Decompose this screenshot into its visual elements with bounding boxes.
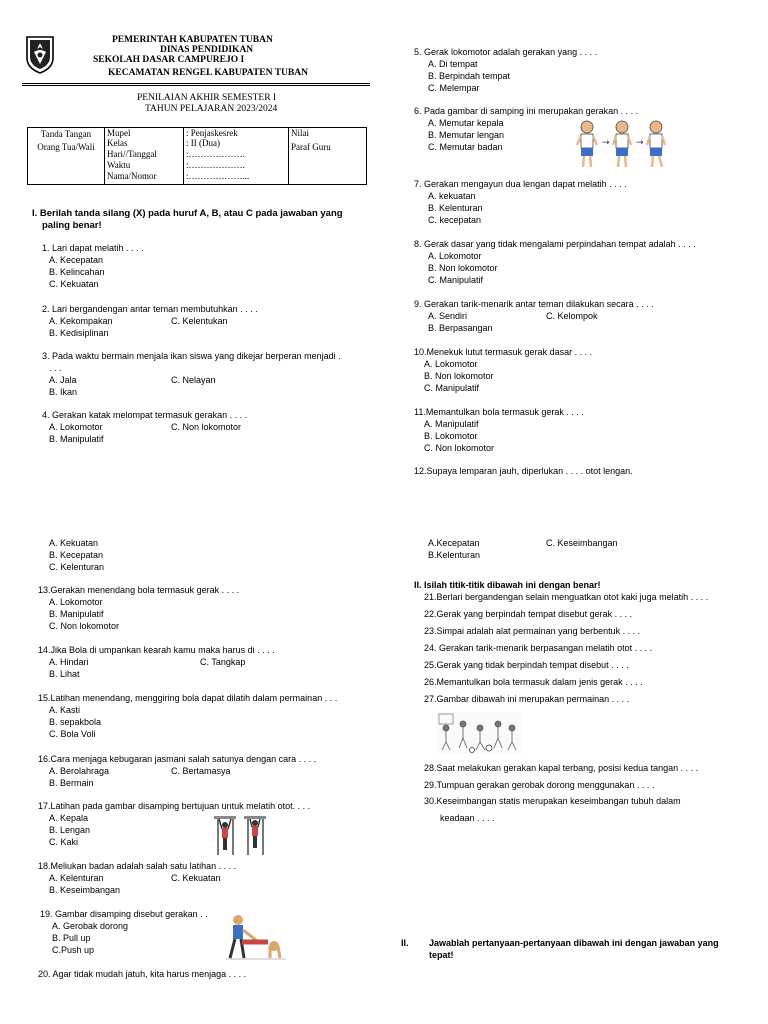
- option-c[interactable]: C. Kelompok: [546, 311, 598, 321]
- option-c[interactable]: C. Kekuatan: [49, 279, 99, 289]
- date-label: Hari//Tanggal: [107, 149, 157, 159]
- option-b[interactable]: B. Memutar lengan: [428, 130, 505, 140]
- option-a[interactable]: A.Kecepatan: [428, 538, 480, 548]
- signature-label: Tanda Tangan: [40, 129, 92, 139]
- option-a[interactable]: A. Kepala: [49, 813, 89, 823]
- fill-item-24: 24. Gerakan tarik-menarik berpasangan melatih otot . . . .: [424, 643, 653, 653]
- time-label: Waktu: [107, 160, 131, 170]
- option-b[interactable]: B.Kelenturan: [428, 550, 481, 560]
- time-value[interactable]: :……………….: [186, 160, 245, 170]
- question-text-cont: . . .: [49, 363, 62, 373]
- question-text: 19. Gambar disamping disebut gerakan . .: [40, 909, 208, 919]
- option-a[interactable]: A. Kecepatan: [49, 255, 104, 265]
- option-a[interactable]: A. Kekuatan: [49, 538, 99, 548]
- question-text: 4. Gerakan katak melompat termasuk gerakan . . . .: [42, 410, 248, 420]
- question-text: 12.Supaya lemparan jauh, diperlukan . . . . otot lengan.: [414, 466, 633, 476]
- option-a[interactable]: A. Berolahraga: [49, 766, 110, 776]
- option-a[interactable]: A. Gerobak dorong: [52, 921, 129, 931]
- option-c[interactable]: C. Keseimbangan: [546, 538, 618, 548]
- exam-title: PENILAIAN AKHIR SEMESTER I: [137, 93, 277, 103]
- football-players-icon: [436, 710, 522, 756]
- option-c[interactable]: C. Non lokomotor: [424, 443, 495, 453]
- option-b[interactable]: B. Kelincahan: [49, 267, 105, 277]
- option-b[interactable]: B. Manipulatif: [49, 434, 104, 444]
- name-value[interactable]: :………………...: [186, 171, 250, 181]
- section3-number: II.: [401, 938, 409, 948]
- subject-value: : Penjaskesrek: [186, 128, 238, 138]
- header-line-agency: DINAS PENDIDIKAN: [160, 45, 254, 55]
- question-text: 16.Cara menjaga kebugaran jasmani salah satunya dengan cara . . . .: [38, 754, 317, 764]
- option-b[interactable]: B. Kedisiplinan: [49, 328, 109, 338]
- option-c[interactable]: C. Kelentukan: [171, 316, 228, 326]
- date-value[interactable]: :……………….: [186, 149, 245, 159]
- option-a[interactable]: A. Manipulatif: [424, 419, 479, 429]
- option-c[interactable]: C. Tangkap: [200, 657, 246, 667]
- option-c[interactable]: C. Non lokomotor: [171, 422, 242, 432]
- fill-item-22: 22.Gerak yang berpindah tempat disebut gerak . . . .: [424, 609, 633, 619]
- option-b[interactable]: B. Kecepatan: [49, 550, 104, 560]
- option-c[interactable]: C. Nelayan: [171, 375, 216, 385]
- question-text: 2. Lari bergandengan antar teman membutuhkan . . . .: [42, 304, 258, 314]
- question-text: 5. Gerak lokomotor adalah gerakan yang . . . .: [414, 47, 598, 57]
- option-b[interactable]: B. Pull up: [52, 933, 91, 943]
- section2-title: II. Isilah titik-titik dibawah ini dengan benar!: [414, 580, 601, 590]
- fill-item-30-cont: keadaan . . . .: [440, 813, 495, 823]
- fill-item-21: 21.Berlari bergandengan selain menguatkan otot kaki juga melatih . . . .: [424, 592, 709, 602]
- option-c[interactable]: C. Kelenturan: [49, 562, 105, 572]
- option-c[interactable]: C. Manipulatif: [424, 383, 480, 393]
- option-b[interactable]: B. Lokomotor: [424, 431, 478, 441]
- option-b[interactable]: B. Non lokomotor: [428, 263, 498, 273]
- question-text: 17.Latihan pada gambar disamping bertujuan untuk melatih otot. . . .: [38, 801, 311, 811]
- regency-emblem-icon: [24, 34, 56, 74]
- question-text: 13.Gerakan menendang bola termasuk gerak . . . .: [38, 585, 240, 595]
- fill-item-30: 30.Keseimbangan statis merupakan keseimbangan tubuh dalam: [424, 796, 681, 806]
- class-label: Kelas: [107, 138, 128, 148]
- fill-item-25: 25.Gerak yang tidak berpindah tempat disebut . . . .: [424, 660, 629, 670]
- question-text: 3. Pada waktu bermain menjala ikan siswa yang dikejar berperan menjadi .: [42, 351, 341, 361]
- option-a[interactable]: A. Di tempat: [428, 59, 478, 69]
- fill-item-23: 23.Simpai adalah alat permainan yang berbentuk . . . .: [424, 626, 641, 636]
- option-a[interactable]: A. Kekompakan: [49, 316, 113, 326]
- option-a[interactable]: A. Lokomotor: [49, 422, 103, 432]
- teacher-sign-label: Paraf Guru: [291, 142, 331, 152]
- section3-instruction-cont: tepat!: [429, 950, 454, 960]
- question-text: 15.Latihan menendang, menggiring bola dapat dilatih dalam permainan . . .: [38, 693, 338, 703]
- option-c[interactable]: C. Kekuatan: [171, 873, 221, 883]
- option-b[interactable]: B. Berpasangan: [428, 323, 493, 333]
- option-c[interactable]: C. Kaki: [49, 837, 79, 847]
- exam-year: TAHUN PELAJARAN 2023/2024: [145, 104, 278, 114]
- option-a[interactable]: A. Kelenturan: [49, 873, 104, 883]
- question-text: 6. Pada gambar di samping ini merupakan gerakan . . . .: [414, 106, 639, 116]
- svg-text:→: →: [636, 138, 644, 148]
- option-c[interactable]: C. Melempar: [428, 83, 480, 93]
- option-a[interactable]: A. Lokomotor: [49, 597, 103, 607]
- header-line-district: KECAMATAN RENGEL KABUPATEN TUBAN: [108, 68, 308, 78]
- arm-circle-figures-icon: [575, 117, 669, 171]
- option-c[interactable]: C.Push up: [52, 945, 95, 955]
- question-text: 1. Lari dapat melatih . . . .: [42, 243, 144, 253]
- section1-instruction-cont: paling benar!: [42, 220, 102, 231]
- wheelbarrow-figures-icon: [222, 912, 290, 966]
- fill-item-26: 26.Memantulkan bola termasuk dalam jenis gerak . . . .: [424, 677, 643, 687]
- question-text: 14.Jika Bola di umpankan kearah kamu maka harus di . . . .: [38, 645, 275, 655]
- guardian-label: Orang Tua/Wali: [37, 142, 95, 152]
- header-line-government: PEMERINTAH KABUPATEN TUBAN: [112, 35, 273, 45]
- option-b[interactable]: B. Bermain: [49, 778, 94, 788]
- option-a[interactable]: A. Sendiri: [428, 311, 468, 321]
- option-b[interactable]: B. sepakbola: [49, 717, 102, 727]
- header-line-school: SEKOLAH DASAR CAMPUREJO I: [93, 55, 245, 65]
- name-label: Nama/Nomor: [107, 171, 157, 181]
- header-divider: [22, 83, 370, 84]
- fill-item-28: 28.Saat melakukan gerakan kapal terbang, posisi kedua tangan . . . .: [424, 763, 699, 773]
- class-value: : II (Dua): [186, 138, 220, 148]
- option-b[interactable]: B. Berpindah tempat: [428, 71, 511, 81]
- option-c[interactable]: C. Manipulatif: [428, 275, 484, 285]
- student-info-table: [27, 127, 367, 185]
- question-text: 20. Agar tidak mudah jatuh, kita harus menjaga . . . .: [38, 969, 247, 979]
- option-b[interactable]: B. Keseimbangan: [49, 885, 121, 895]
- fill-item-27: 27.Gambar dibawah ini merupakan permainan . . . .: [424, 694, 630, 704]
- option-c[interactable]: C. Bertamasya: [171, 766, 231, 776]
- section3-instruction: Jawablah pertanyaan-pertanyaan dibawah ini dengan jawaban yang: [429, 938, 719, 948]
- header-divider-2: [22, 85, 370, 86]
- question-text: 9. Gerakan tarik-menarik antar teman dilakukan secara . . . .: [414, 299, 654, 309]
- option-c[interactable]: C. Non lokomotor: [49, 621, 120, 631]
- option-a[interactable]: A. Lokomotor: [428, 251, 482, 261]
- option-a[interactable]: A. Kasti: [49, 705, 81, 715]
- option-b[interactable]: B. Lihat: [49, 669, 80, 679]
- question-text: 7. Gerakan mengayun dua lengan dapat melatih . . . .: [414, 179, 627, 189]
- svg-text:→: →: [602, 138, 610, 148]
- fill-item-29: 29.Tumpuan gerakan gerobak dorong menggunakan . . . .: [424, 780, 655, 790]
- option-b[interactable]: B. Ikan: [49, 387, 78, 397]
- option-c[interactable]: C. Bola Voli: [49, 729, 96, 739]
- option-a[interactable]: A. Hindari: [49, 657, 89, 667]
- option-b[interactable]: B. Kelenturan: [428, 203, 483, 213]
- option-a[interactable]: A. Memutar kepala: [428, 118, 504, 128]
- option-a[interactable]: A. Jala: [49, 375, 77, 385]
- subject-label: Mupel: [107, 128, 131, 138]
- section1-instruction: I. Berilah tanda silang (X) pada huruf A, B, atau C pada jawaban yang: [32, 208, 343, 219]
- option-c[interactable]: C. Memutar badan: [428, 142, 503, 152]
- option-b[interactable]: B. Manipulatif: [49, 609, 104, 619]
- question-text: 8. Gerak dasar yang tidak mengalami perpindahan tempat adalah . . . .: [414, 239, 696, 249]
- question-text: 10.Menekuk lutut termasuk gerak dasar . . . .: [414, 347, 593, 357]
- option-a[interactable]: A. kekuatan: [428, 191, 476, 201]
- option-b[interactable]: B. Lengan: [49, 825, 91, 835]
- pull-up-figures-icon: [212, 813, 268, 857]
- option-c[interactable]: C. kecepatan: [428, 215, 482, 225]
- score-label: Nilai: [291, 128, 309, 138]
- question-text: 18.Meliukan badan adalah salah satu latihan . . . .: [38, 861, 237, 871]
- question-text: 11.Memantulkan bola termasuk gerak . . . .: [414, 407, 584, 417]
- option-b[interactable]: B. Non lokomotor: [424, 371, 494, 381]
- option-a[interactable]: A. Lokomotor: [424, 359, 478, 369]
